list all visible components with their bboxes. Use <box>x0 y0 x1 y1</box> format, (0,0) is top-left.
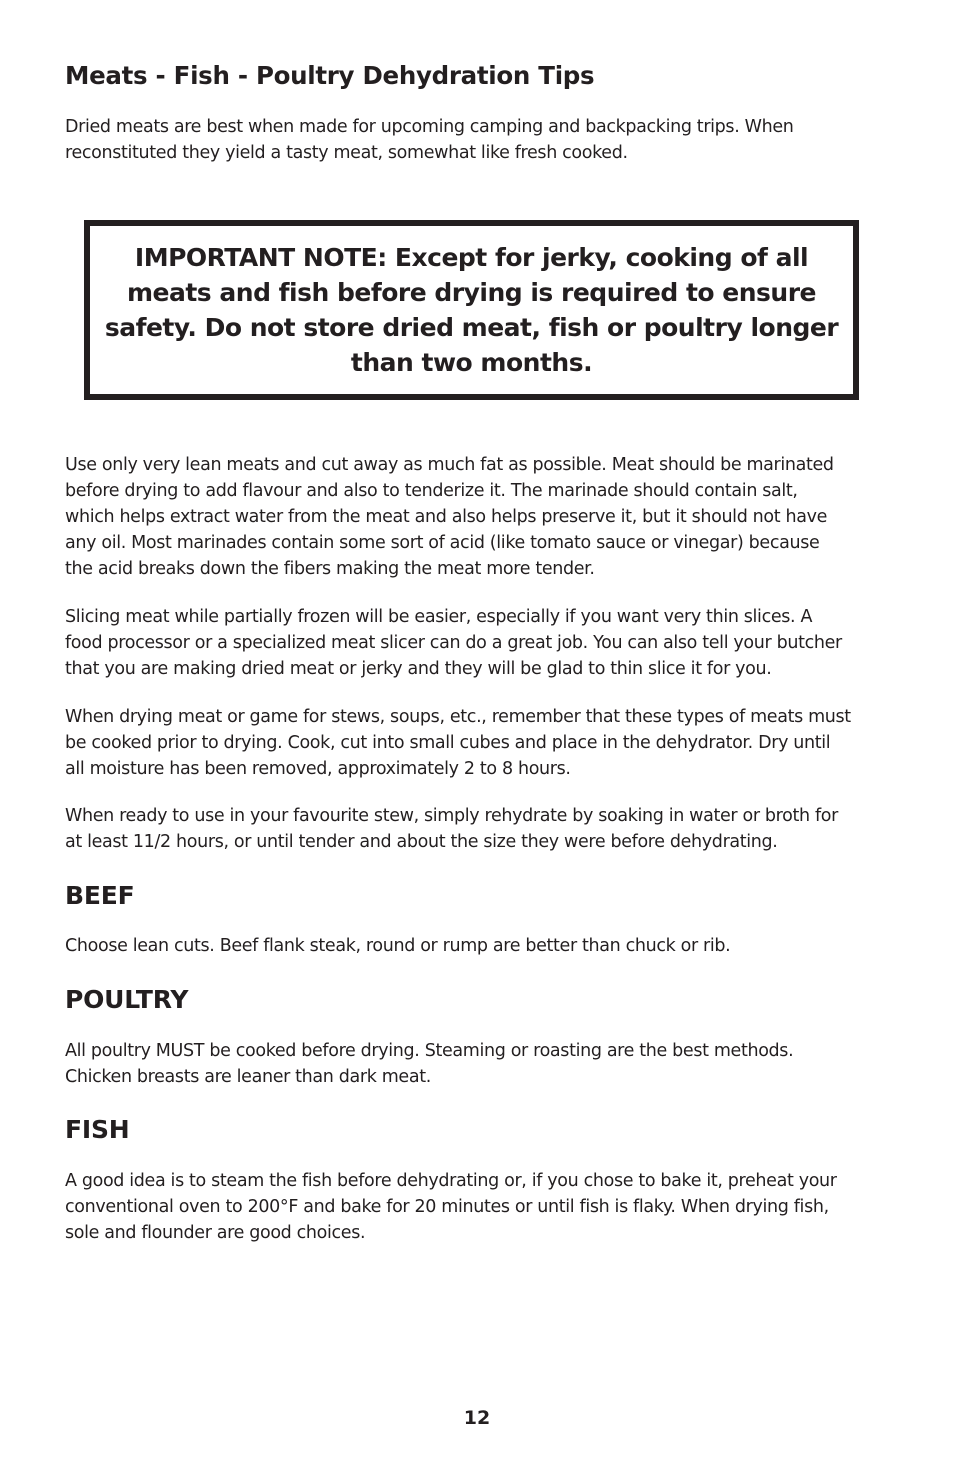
text-line: A good idea is to steam the fish before dehydrating or, if you chose to bake it, preheat your <box>65 1171 837 1191</box>
text-line: be cooked prior to drying. Cook, cut into small cubes and place in the dehydrator. Dry until <box>65 733 831 753</box>
lean-meat-paragraph <box>65 452 834 582</box>
text-line: Slicing meat while partially frozen will be easier, especially if you want very thin slices. A <box>65 607 813 627</box>
page-title: Meats - Fish - Poultry Dehydration Tips <box>65 61 595 90</box>
important-note-text <box>90 240 853 380</box>
note-line: than two months. <box>350 348 593 377</box>
text-line: Choose lean cuts. Beef flank steak, round or rump are better than chuck or rib. <box>65 936 731 956</box>
text-line: When drying meat or game for stews, soups, etc., remember that these types of meats must <box>65 707 851 727</box>
text-line: sole and flounder are good choices. <box>65 1223 366 1243</box>
slicing-paragraph <box>65 604 842 682</box>
text-line: Chicken breasts are leaner than dark meat. <box>65 1067 431 1087</box>
text-line: Use only very lean meats and cut away as much fat as possible. Meat should be marinated <box>65 455 834 475</box>
note-line: safety. Do not store dried meat, fish or poultry longer <box>104 313 839 342</box>
text-line: which helps extract water from the meat and also helps preserve it, but it should not have <box>65 507 828 527</box>
stews-paragraph <box>65 704 851 782</box>
text-line: food processor or a specialized meat slicer can do a great job. You can also tell your butcher <box>65 633 842 653</box>
poultry-heading: POULTRY <box>65 985 189 1014</box>
poultry-paragraph <box>65 1038 793 1090</box>
text-line: at least 11/2 hours, or until tender and about the size they were before dehydrating. <box>65 832 778 852</box>
note-line: meats and fish before drying is required to ensure <box>126 278 816 307</box>
rehydrate-paragraph <box>65 803 838 855</box>
important-note-box <box>84 220 859 400</box>
text-line: before drying to add flavour and also to tenderize it. The marinade should contain salt, <box>65 481 798 501</box>
beef-paragraph <box>65 933 730 959</box>
text-line: that you are making dried meat or jerky and they will be glad to thin slice it for you. <box>65 659 772 679</box>
text-line: Dried meats are best when made for upcoming camping and backpacking trips. When <box>65 117 794 137</box>
text-line: All poultry MUST be cooked before drying. Steaming or roasting are the best methods. <box>65 1041 794 1061</box>
fish-heading: FISH <box>65 1115 130 1144</box>
text-line: all moisture has been removed, approximately 2 to 8 hours. <box>65 759 571 779</box>
fish-paragraph <box>65 1168 837 1246</box>
text-line: the acid breaks down the fibers making the meat more tender. <box>65 559 595 579</box>
note-line: IMPORTANT NOTE: Except for jerky, cooking of all <box>134 243 809 272</box>
text-line: any oil. Most marinades contain some sort of acid (like tomato sauce or vinegar) because <box>65 533 820 553</box>
intro-paragraph <box>65 114 793 166</box>
beef-heading: BEEF <box>65 881 135 910</box>
text-line: conventional oven to 200°F and bake for 20 minutes or until fish is flaky. When drying fish, <box>65 1197 829 1217</box>
text-line: reconstituted they yield a tasty meat, somewhat like fresh cooked. <box>65 143 628 163</box>
text-line: When ready to use in your favourite stew, simply rehydrate by soaking in water or broth for <box>65 806 838 826</box>
page-number: 12 <box>463 1407 491 1429</box>
